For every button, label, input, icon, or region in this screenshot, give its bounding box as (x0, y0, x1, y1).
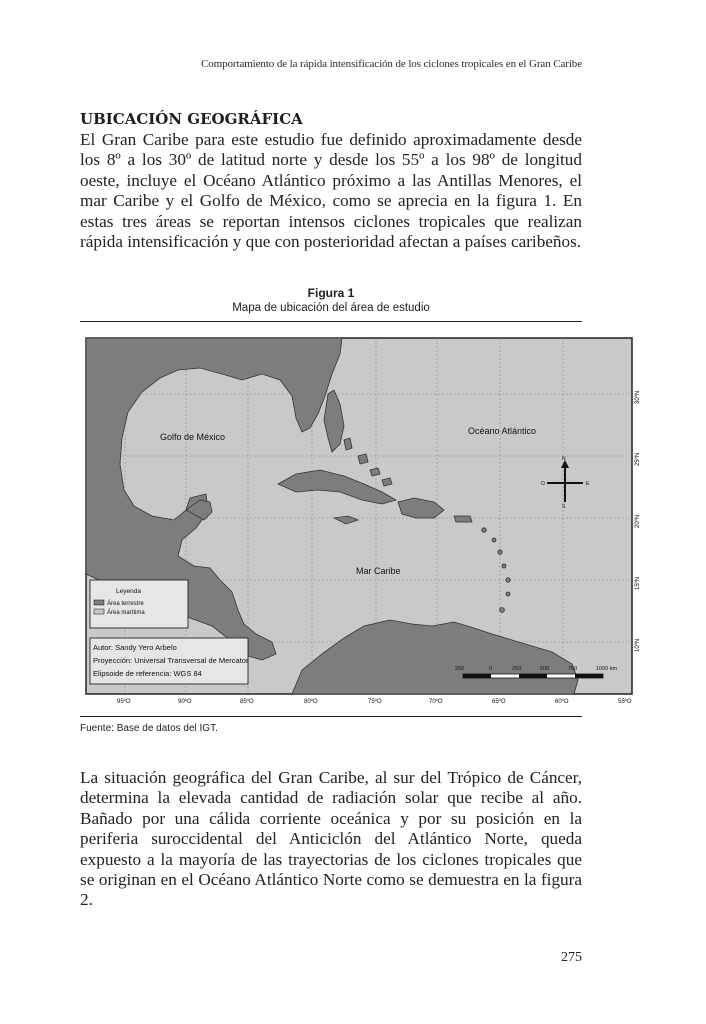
label-ocean: Océano Atlántico (468, 426, 537, 436)
legend-sea: Área marítima (107, 610, 145, 616)
running-header: Comportamiento de la rápida intensificación de los ciclones tropicales en el Gran Caribe (201, 58, 582, 70)
label-gulf: Golfo de México (160, 432, 226, 442)
section-title: UBICACIÓN GEOGRÁFICA (80, 110, 303, 128)
svg-text:30ºN: 30ºN (635, 390, 641, 404)
svg-text:250: 250 (512, 666, 522, 672)
legend-land: Área terrestre (107, 601, 144, 607)
svg-text:60ºO: 60ºO (555, 699, 569, 705)
page-number: 275 (561, 950, 582, 965)
svg-text:N: N (562, 456, 566, 462)
svg-text:75ºO: 75ºO (368, 699, 382, 705)
svg-text:85ºO: 85ºO (240, 699, 254, 705)
study-area-map (82, 334, 642, 710)
legend-land-swatch (94, 600, 104, 605)
figure-bottom-rule (80, 716, 582, 717)
svg-text:55ºO: 55ºO (618, 699, 632, 705)
credit-projection: Proyección: Universal Transversal de Mercator (93, 656, 249, 665)
map-credits (90, 638, 249, 684)
svg-text:1000 km: 1000 km (596, 666, 618, 672)
legend-title: Leyenda (116, 588, 141, 595)
figure-source: Fuente: Base de datos del IGT. (80, 723, 218, 734)
legend-sea-swatch (94, 609, 104, 614)
svg-text:95ºO: 95ºO (117, 699, 131, 705)
svg-text:O: O (541, 481, 545, 487)
svg-text:25ºN: 25ºN (635, 452, 641, 466)
svg-text:15ºN: 15ºN (635, 576, 641, 590)
svg-text:E: E (586, 481, 590, 487)
svg-text:90ºO: 90ºO (178, 699, 192, 705)
svg-text:500: 500 (540, 666, 550, 672)
credit-author: Autor: Sandy Yero Arbelo (93, 643, 177, 652)
lon-ticks (117, 698, 632, 705)
svg-text:0: 0 (489, 666, 493, 672)
svg-text:80ºO: 80ºO (304, 699, 318, 705)
svg-text:20ºN: 20ºN (635, 514, 641, 528)
svg-text:250: 250 (455, 666, 465, 672)
section (80, 108, 582, 252)
label-sea: Mar Caribe (356, 566, 401, 576)
figure-title: Mapa de ubicación del área de estudio (232, 302, 430, 314)
svg-text:S: S (562, 504, 566, 510)
credit-ellipsoid: Elipsoide de referencia: WGS 84 (93, 669, 202, 678)
svg-text:750: 750 (568, 666, 578, 672)
body-paragraph-2: La situación geográfica del Gran Caribe, al sur del Trópico de Cáncer, determina la elevada cantidad de radiación solar que recibe al año. Bañado por una cálida corriente oceánica y por su posición en la periferia suroccidental del Anticiclón del Atlántico Norte, queda expuesto a la mayoría de las trayectorias de los ciclones tropicales que se originan en el Océano Atlántico Norte como se demuestra en la figura 2. (80, 768, 582, 910)
figure-top-rule (80, 321, 582, 322)
svg-text:65ºO: 65ºO (492, 699, 506, 705)
lat-ticks (634, 391, 641, 652)
figure-caption (80, 286, 582, 316)
svg-text:70ºO: 70ºO (429, 699, 443, 705)
svg-text:10ºN: 10ºN (635, 638, 641, 652)
figure-label: Figura 1 (307, 286, 355, 300)
map-legend (90, 580, 188, 628)
body-paragraph-1: El Gran Caribe para este estudio fue definido aproximadamente desde los 8º a los 30º de latitud norte y desde los 55º a los 98º de longitud oeste, incluye el Océano Atlántico próximo a las Antillas Menores, el mar Caribe y el Golfo de México, como se aprecia en la figura 1. En estas tres áreas se reportan intensos ciclones tropicales que realizan rápida intensificación y que con posterioridad afectan a países caribeños. (80, 130, 582, 252)
